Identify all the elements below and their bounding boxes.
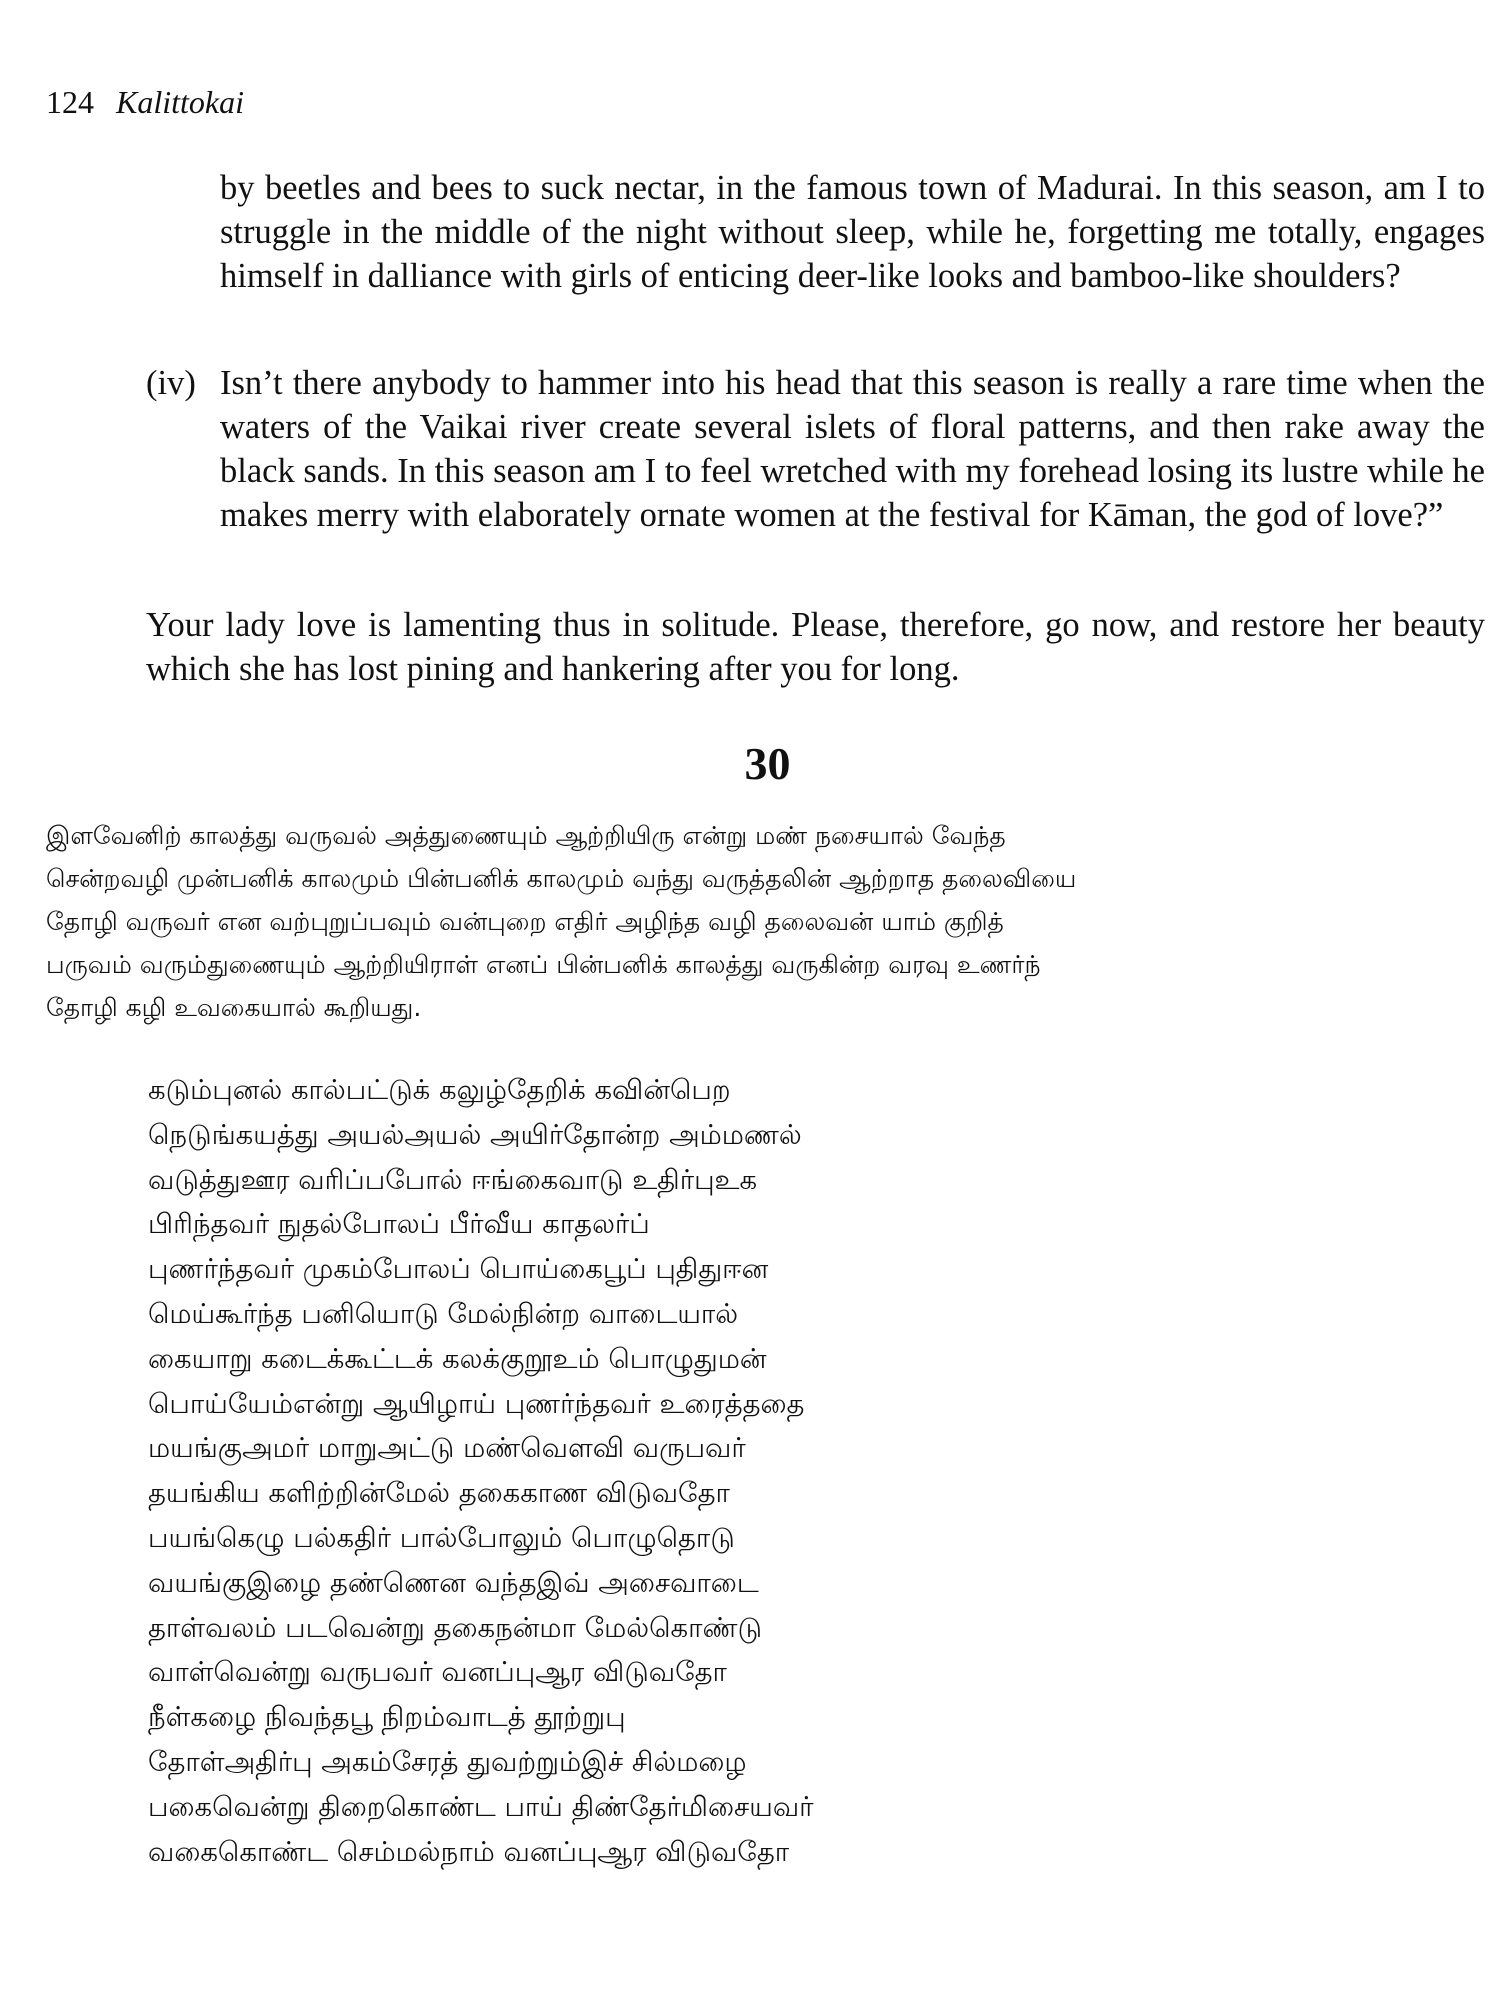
page-number: 124: [46, 84, 94, 120]
poem-line: தாள்வலம் படவென்று தகைநன்மா மேல்கொண்டு: [148, 1611, 763, 1644]
colophon-line: சென்றவழி முன்பனிக் காலமும் பின்பனிக் காலமும் வந்து வருத்தலின் ஆற்றாத தலைவியை: [46, 864, 1077, 893]
colophon-line: இளவேனிற் காலத்து வருவல் அத்துணையும் ஆற்றியிரு என்று மண் நசையால் வேந்த: [46, 821, 1006, 850]
translation-closing-paragraph: Your lady love is lamenting thus in solitude. Please, therefore, go now, and restore her beauty which she has lost pining and hankering after you for long.: [146, 606, 1485, 688]
poem-line: பயங்கெழு பல்கதிர் பால்போலும் பொழுதொடு: [148, 1521, 735, 1554]
stanza-marker: (iv): [146, 364, 196, 402]
poem-line: புணர்ந்தவர் முகம்போலப் பொய்கைபூப் புதிதுஈன: [148, 1253, 769, 1286]
tamil-poem: [148, 1068, 1488, 1874]
section-number: 30: [744, 738, 791, 789]
poem-line: வாள்வென்று வருபவர் வனப்புஆர விடுவதோ: [148, 1656, 727, 1689]
poem-line: பொய்யேம்என்று ஆயிழாய் புணர்ந்தவர் உரைத்ததை: [148, 1387, 805, 1420]
poem-line: பகைவென்று திறைகொண்ட பாய் திண்தேர்மிசையவர்: [148, 1790, 814, 1823]
running-head: [46, 82, 244, 122]
poem-line: வகைகொண்ட செம்மல்நாம் வனப்புஆர விடுவதோ: [148, 1835, 790, 1868]
colophon-line: பருவம் வரும்துணையும் ஆற்றியிராள் எனப் பின்பனிக் காலத்து வருகின்ற வரவு உணர்ந்: [46, 950, 1041, 979]
colophon-line: தோழி கழி உவகையால் கூறியது.: [46, 993, 422, 1022]
book-title: Kalittokai: [116, 84, 244, 120]
poem-line: மயங்குஅமர் மாறுஅட்டு மண்வெளவி வருபவர்: [148, 1432, 746, 1465]
poem-line: நீள்கழை நிவந்தபூ நிறம்வாடத் தூற்றுபு: [148, 1701, 626, 1734]
poem-line: கையாறு கடைக்கூட்டக் கலக்குறூஉம் பொழுதுமன்: [148, 1342, 767, 1375]
poem-line: மெய்கூர்ந்த பனியொடு மேல்நின்ற வாடையால்: [148, 1297, 739, 1330]
poem-line: தோள்அதிர்பு அகம்சேரத் துவற்றும்இச் சில்மழை: [148, 1745, 747, 1778]
poem-line: பிரிந்தவர் நுதல்போலப் பீர்வீய காதலர்ப்: [148, 1208, 650, 1241]
colophon-line: தோழி வருவர் என வற்புறுப்பவும் வன்புறை எதிர் அழிந்த வழி தலைவன் யாம் குறித்: [46, 907, 1004, 936]
poem-line: வடுத்துஊர வரிப்பபோல் ஈங்கைவாடு உதிர்புஉக: [148, 1163, 758, 1196]
translation-continuation-paragraph: by beetles and bees to suck nectar, in the famous town of Madurai. In this season, am I to struggle in the middle of the night without sleep, while he, forgetting me totally, engages himself in dalliance with girls of enticing deer-like looks and bamboo-like shoulders?: [220, 169, 1485, 295]
poem-line: வயங்குஇழை தண்ணென வந்தஇவ் அசைவாடை: [148, 1566, 759, 1599]
stanza-iv-text: Isn’t there anybody to hammer into his head that this season is really a rare time when the waters of the Vaikai river create several islets of floral patterns, and then rake away the black sands. In this season am I to feel wretched with my forehead losing its lustre while he makes merry with elaborately ornate women at the festival for Kāman, the god of love?”: [220, 364, 1485, 534]
poem-line: தயங்கிய களிற்றின்மேல் தகைகாண விடுவதோ: [148, 1477, 730, 1510]
tamil-colophon: [46, 814, 1486, 1029]
translation-stanza-iv: [146, 361, 1485, 537]
poem-line: நெடுங்கயத்து அயல்அயல் அயிர்தோன்ற அம்மணல்: [148, 1118, 802, 1151]
poem-line: கடும்புனல் கால்பட்டுக் கலுழ்தேறிக் கவின்பெற: [148, 1074, 731, 1106]
